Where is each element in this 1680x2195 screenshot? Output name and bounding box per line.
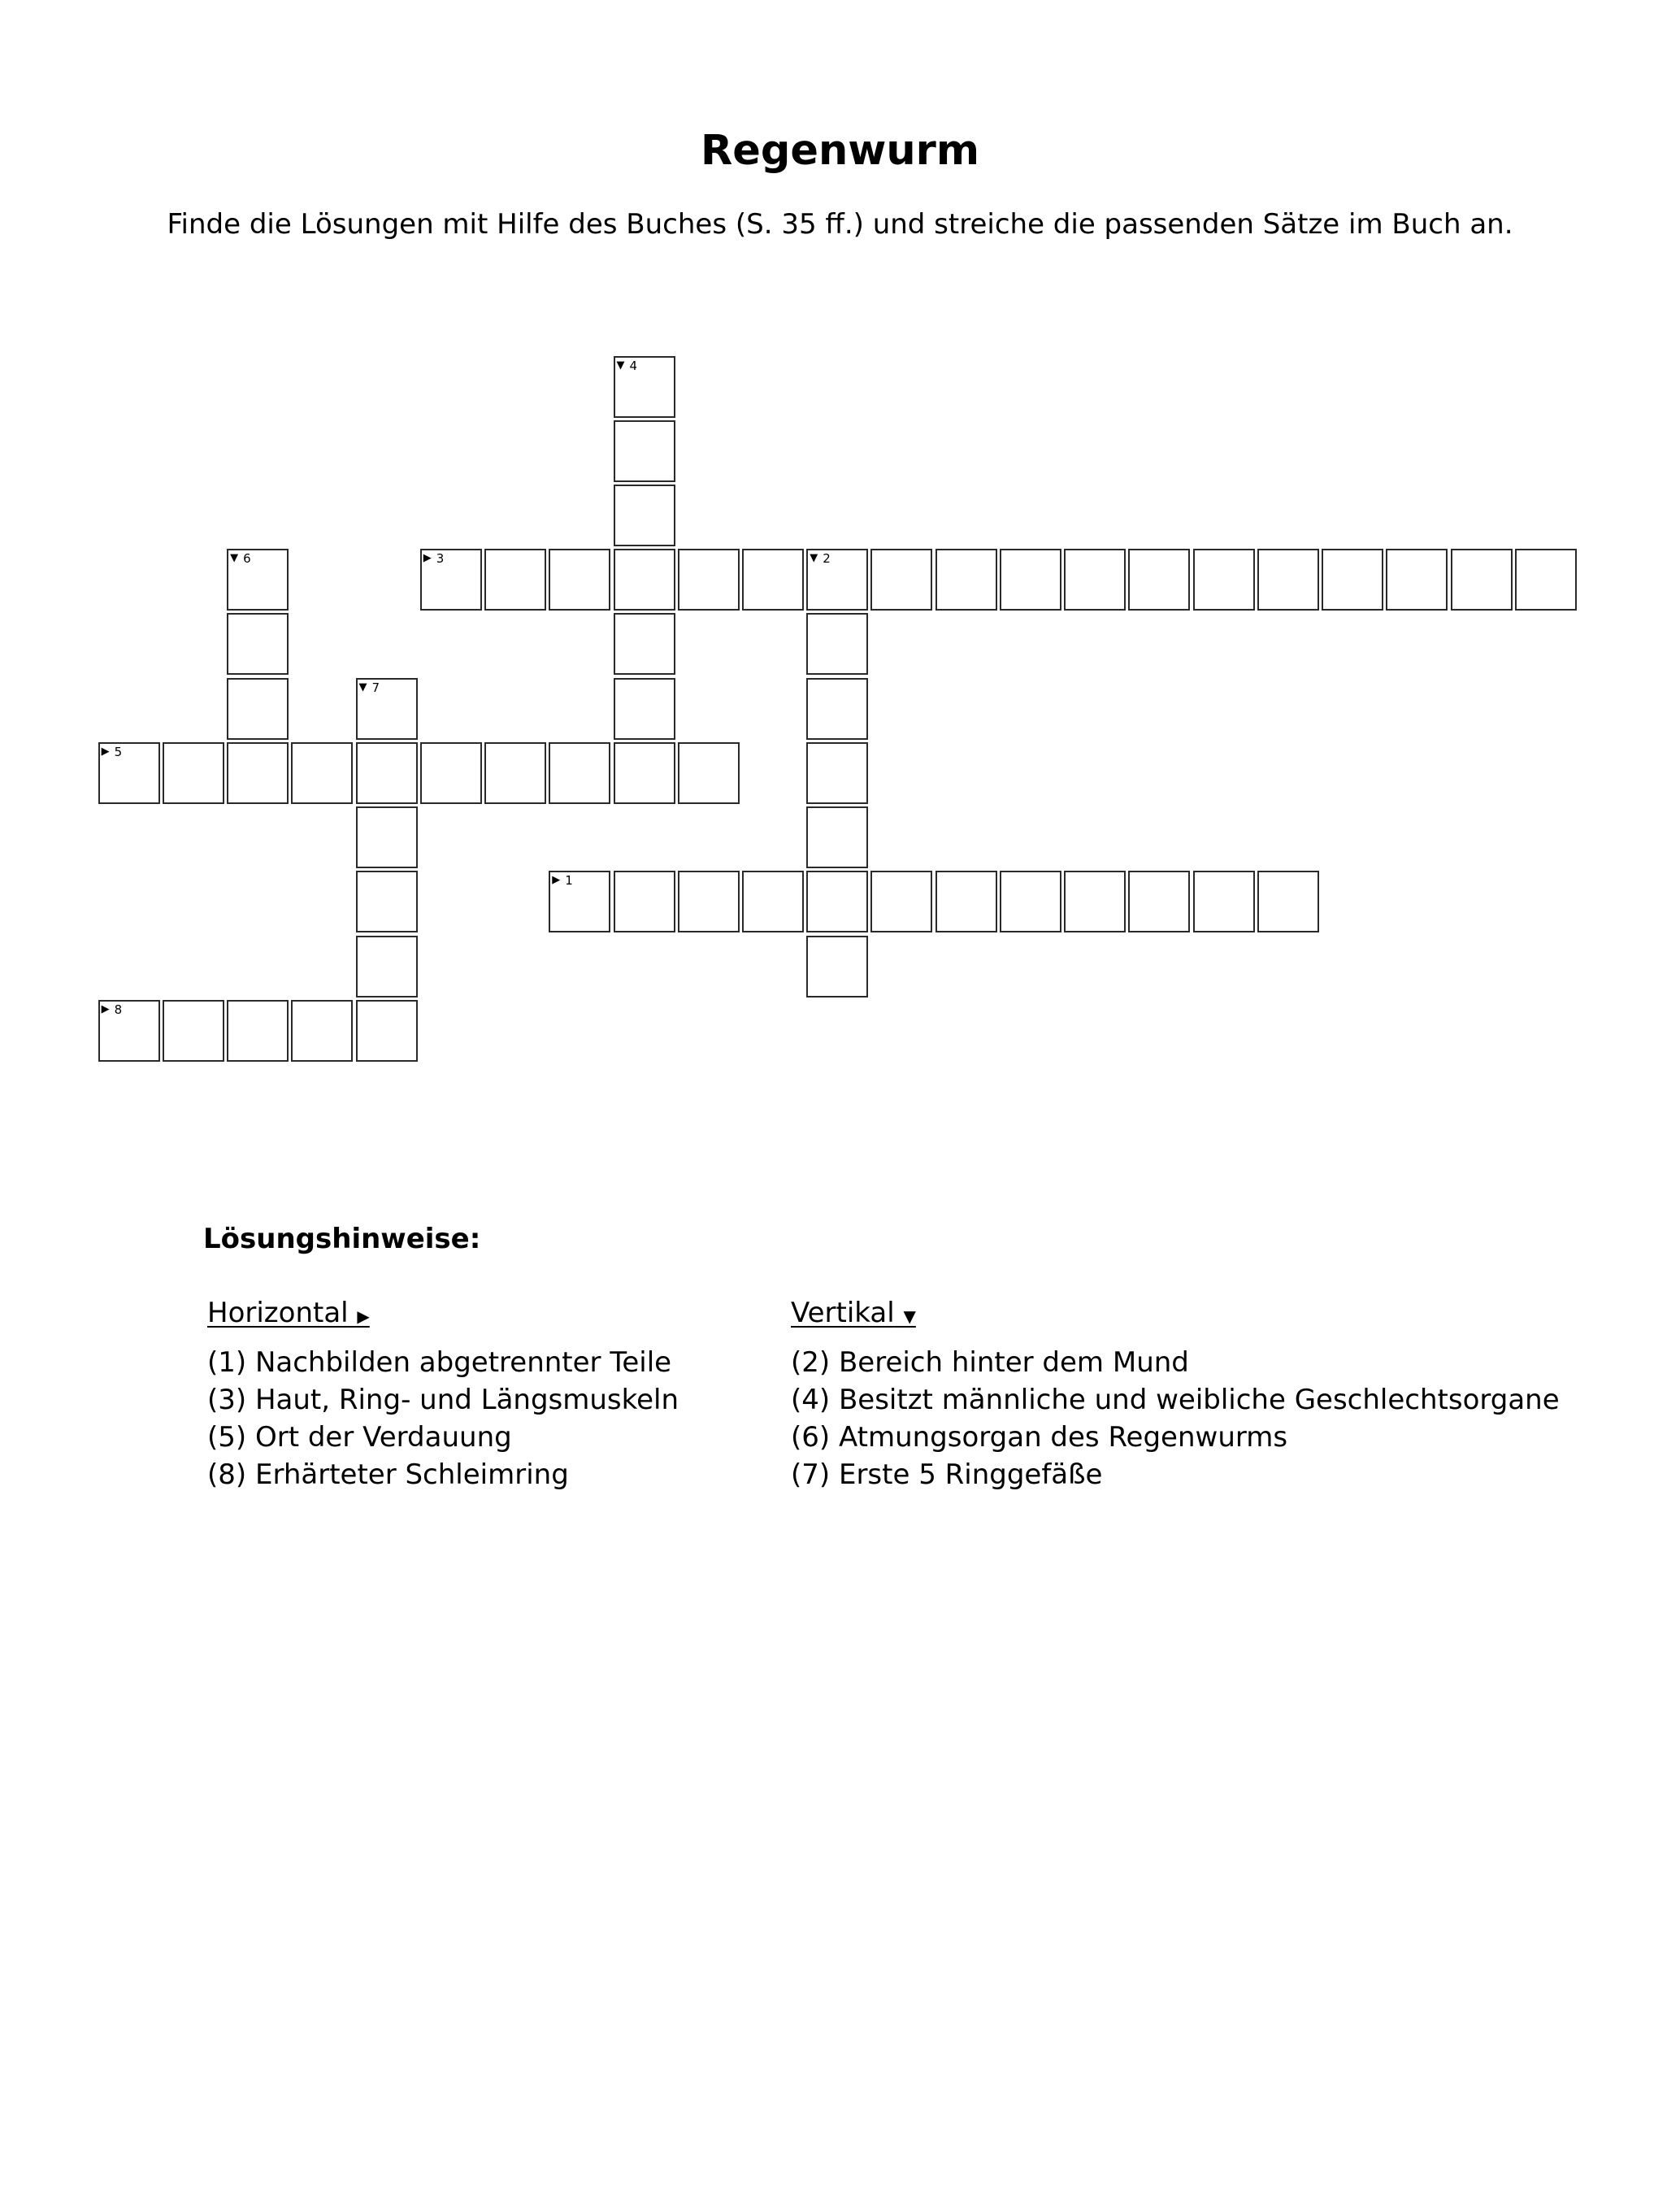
clue-vertical: (2) Bereich hinter dem Mund bbox=[791, 1346, 1189, 1379]
crossword-cell bbox=[1515, 549, 1577, 611]
crossword-cell bbox=[1451, 549, 1513, 611]
vertical-heading bbox=[791, 1294, 1560, 1335]
crossword-start-cell bbox=[98, 742, 160, 804]
crossword-cell bbox=[614, 549, 675, 611]
crossword-cell bbox=[936, 871, 997, 932]
crossword-cell bbox=[356, 806, 418, 868]
triangle-down-icon: ▼ bbox=[810, 552, 818, 565]
clue-number: 2 bbox=[823, 551, 831, 567]
clue-number: 5 bbox=[114, 744, 123, 759]
hints-heading: Lösungshinweise: bbox=[203, 1223, 481, 1255]
clue-vertical: (4) Besitzt männliche und weibliche Geschlechtsorgane bbox=[791, 1384, 1560, 1416]
crossword-cell bbox=[163, 1000, 224, 1062]
crossword-cell bbox=[614, 613, 675, 675]
clue-number-label bbox=[617, 360, 638, 372]
crossword-cell bbox=[291, 1000, 353, 1062]
crossword-cell bbox=[936, 549, 997, 611]
crossword-cell bbox=[806, 742, 868, 804]
crossword-start-cell bbox=[806, 549, 868, 611]
clue-horizontal: (8) Erhärteter Schleimring bbox=[207, 1458, 569, 1491]
vertical-heading-label: Vertikal bbox=[791, 1297, 895, 1329]
horizontal-clues bbox=[207, 1294, 679, 1493]
crossword-cell bbox=[420, 742, 482, 804]
clue-number: 7 bbox=[371, 680, 380, 695]
crossword-cell bbox=[870, 871, 932, 932]
crossword-cell bbox=[227, 1000, 289, 1062]
clue-horizontal: (5) Ort der Verdauung bbox=[207, 1421, 512, 1454]
crossword-cell bbox=[356, 742, 418, 804]
crossword-cell bbox=[1386, 549, 1448, 611]
triangle-right-icon: ▶ bbox=[552, 874, 561, 887]
crossword-cell bbox=[484, 742, 546, 804]
crossword-cell bbox=[806, 871, 868, 932]
clue-number-label bbox=[359, 682, 380, 694]
crossword-cell bbox=[1257, 549, 1319, 611]
clue-number: 8 bbox=[114, 1002, 123, 1017]
crossword-cell bbox=[614, 678, 675, 740]
crossword-cell bbox=[484, 549, 546, 611]
crossword-start-cell bbox=[98, 1000, 160, 1062]
crossword-cell bbox=[678, 742, 740, 804]
clue-number: 1 bbox=[565, 873, 573, 889]
crossword-cell bbox=[356, 1000, 418, 1062]
horizontal-heading-label: Horizontal bbox=[207, 1297, 349, 1329]
crossword-cell bbox=[549, 742, 610, 804]
crossword-cell bbox=[614, 871, 675, 932]
crossword-start-cell bbox=[420, 549, 482, 611]
clue-number-label bbox=[230, 553, 251, 565]
page-title: Regenwurm bbox=[701, 127, 979, 175]
clue-vertical: (6) Atmungsorgan des Regenwurms bbox=[791, 1421, 1288, 1454]
crossword-cell bbox=[291, 742, 353, 804]
crossword-cell bbox=[1128, 549, 1190, 611]
crossword-cell bbox=[614, 485, 675, 546]
triangle-down-icon: ▼ bbox=[358, 680, 367, 693]
clue-number: 6 bbox=[243, 551, 251, 567]
vertical-clues bbox=[791, 1294, 1560, 1493]
triangle-down-icon: ▼ bbox=[616, 359, 625, 372]
crossword-cell bbox=[806, 678, 868, 740]
clue-number-label bbox=[102, 1004, 123, 1016]
crossword-cell bbox=[227, 742, 289, 804]
triangle-down-icon: ▼ bbox=[230, 552, 239, 565]
crossword-cell bbox=[227, 678, 289, 740]
crossword-cell bbox=[227, 613, 289, 675]
crossword-cell bbox=[806, 936, 868, 998]
crossword-cell bbox=[549, 549, 610, 611]
crossword-cell bbox=[356, 936, 418, 998]
crossword-cell bbox=[1257, 871, 1319, 932]
crossword-cell bbox=[614, 742, 675, 804]
crossword-start-cell bbox=[227, 549, 289, 611]
crossword-cell bbox=[163, 742, 224, 804]
clue-horizontal: (1) Nachbilden abgetrennter Teile bbox=[207, 1346, 672, 1379]
triangle-right-icon: ▶ bbox=[423, 552, 432, 565]
crossword-cell bbox=[1128, 871, 1190, 932]
crossword-cell bbox=[870, 549, 932, 611]
clue-horizontal: (3) Haut, Ring- und Längsmuskeln bbox=[207, 1384, 679, 1416]
crossword-cell bbox=[614, 420, 675, 482]
crossword-cell bbox=[742, 549, 804, 611]
triangle-right-icon: ▶ bbox=[357, 1306, 370, 1326]
crossword-cell bbox=[356, 871, 418, 932]
crossword-cell bbox=[1000, 871, 1061, 932]
horizontal-heading bbox=[207, 1294, 679, 1335]
clue-number-label bbox=[810, 553, 831, 565]
crossword-cell bbox=[1322, 549, 1383, 611]
crossword-start-cell bbox=[356, 678, 418, 740]
crossword-cell bbox=[806, 613, 868, 675]
clue-vertical: (7) Erste 5 Ringgefäße bbox=[791, 1458, 1103, 1491]
clue-number: 3 bbox=[436, 551, 445, 567]
clue-number-label bbox=[423, 553, 445, 565]
crossword-cell bbox=[1193, 549, 1255, 611]
clue-number: 4 bbox=[629, 358, 638, 373]
clue-number-label bbox=[102, 746, 123, 758]
crossword-cell bbox=[1193, 871, 1255, 932]
triangle-right-icon: ▶ bbox=[101, 1002, 110, 1015]
crossword-cell bbox=[806, 806, 868, 868]
clue-number-label bbox=[552, 875, 573, 887]
triangle-right-icon: ▶ bbox=[101, 745, 110, 758]
triangle-down-icon: ▼ bbox=[903, 1306, 916, 1326]
crossword-start-cell bbox=[549, 871, 610, 932]
crossword-cell bbox=[742, 871, 804, 932]
crossword-cell bbox=[1000, 549, 1061, 611]
crossword-cell bbox=[678, 871, 740, 932]
crossword-cell bbox=[1064, 549, 1126, 611]
crossword-cell bbox=[678, 549, 740, 611]
instruction-text: Finde die Lösungen mit Hilfe des Buches (S. 35 ff.) und streiche die passenden Sätze im Buch an. bbox=[167, 208, 1513, 241]
crossword-cell bbox=[1064, 871, 1126, 932]
crossword-start-cell bbox=[614, 356, 675, 418]
